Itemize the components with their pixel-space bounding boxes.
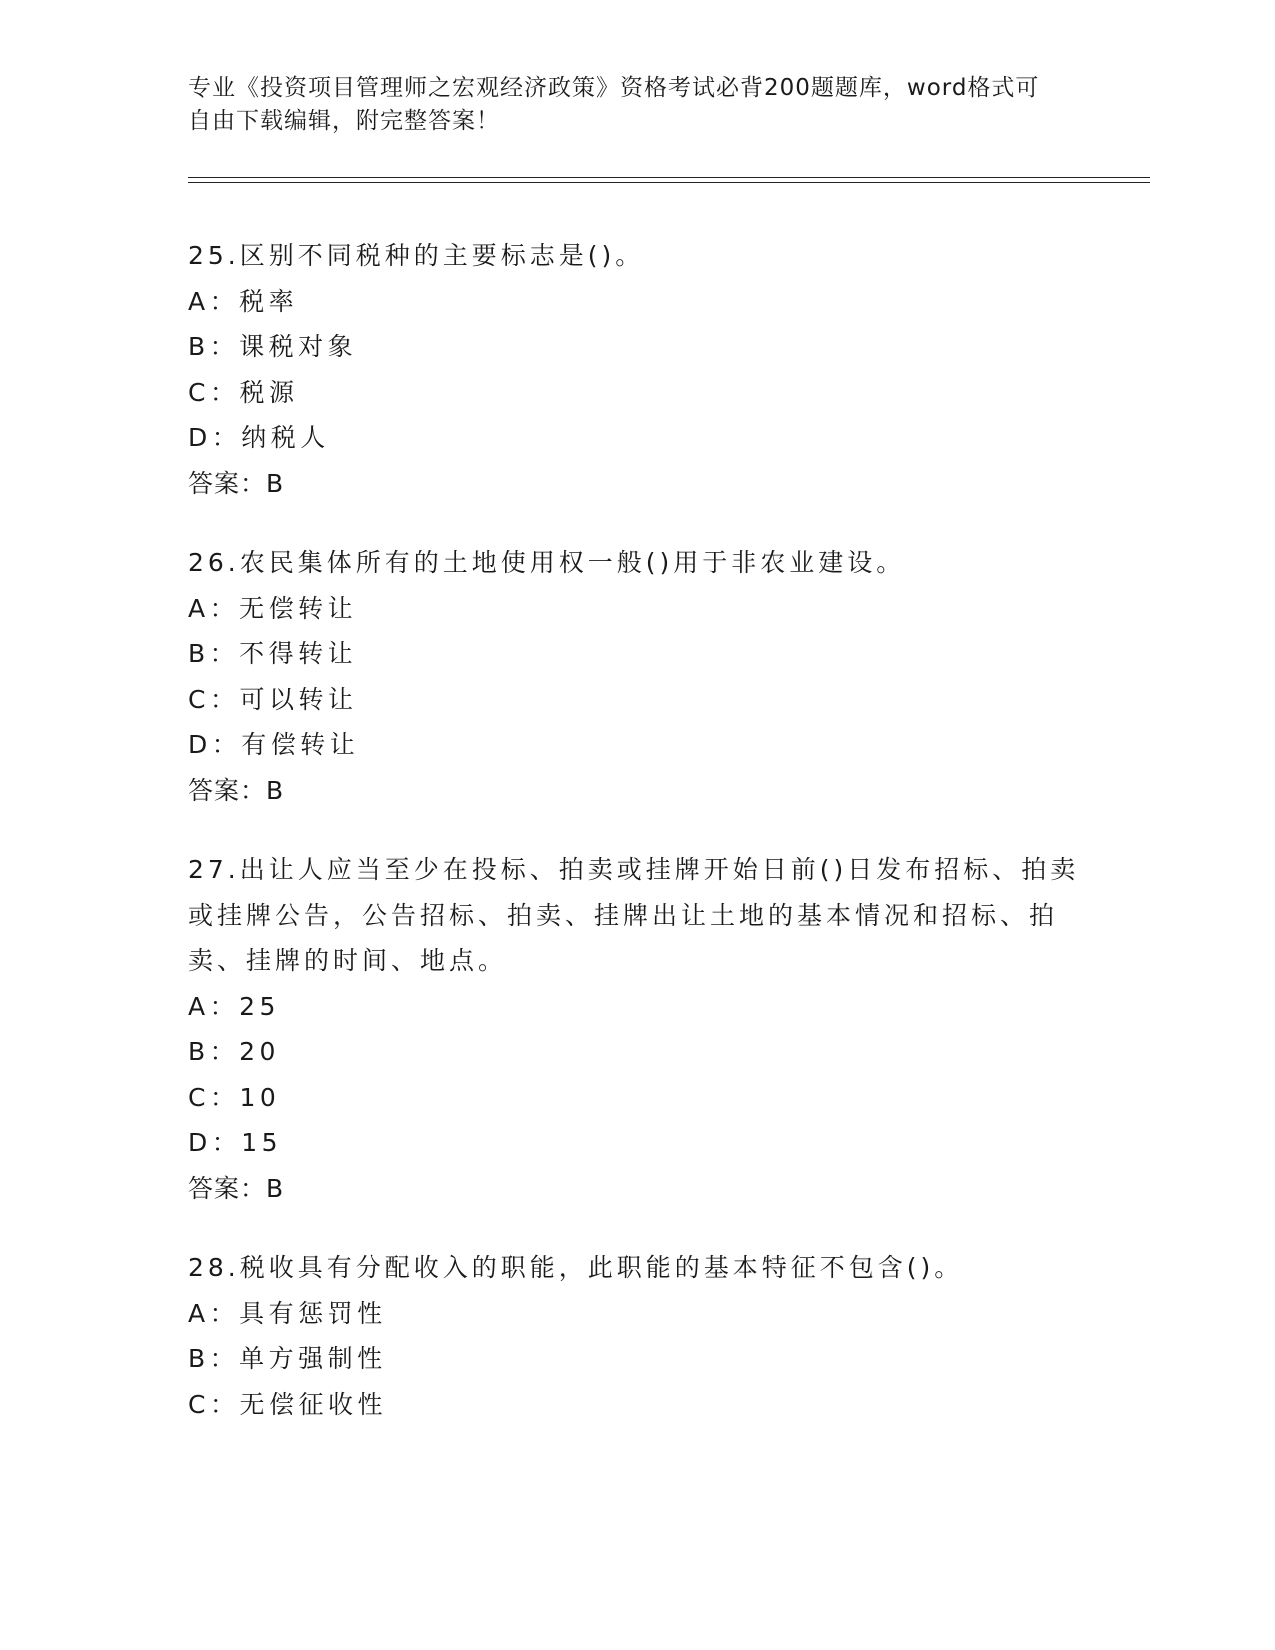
- header-divider-top: [188, 177, 1150, 178]
- answer-line: 答案：B: [188, 1173, 285, 1203]
- option-b: B：课税对象: [188, 332, 358, 361]
- document-header: [188, 72, 1088, 138]
- question-stem-line-1: 27.出让人应当至少在投标、拍卖或挂牌开始日前()日发布招标、拍卖: [188, 855, 1080, 884]
- question-list: [188, 233, 1088, 1461]
- header-line-1: 专业《投资项目管理师之宏观经济政策》资格考试必背200题题库，word格式可: [188, 75, 1040, 101]
- option-b: B：单方强制性: [188, 1344, 387, 1373]
- option-b: B：不得转让: [188, 639, 358, 668]
- header-line-2: 自由下载编辑，附完整答案！: [188, 108, 500, 134]
- option-c: C：税源: [188, 377, 299, 407]
- question-25: [188, 233, 1088, 506]
- answer-line: 答案：B: [188, 468, 285, 498]
- question-28: [188, 1245, 1088, 1427]
- option-d: D：纳税人: [188, 423, 330, 452]
- question-stem: 25.区别不同税种的主要标志是()。: [188, 241, 645, 270]
- option-c: C：10: [188, 1082, 281, 1112]
- header-divider-bottom: [188, 182, 1150, 183]
- option-a: A：具有惩罚性: [188, 1298, 387, 1328]
- option-c: C：无偿征收性: [188, 1389, 387, 1419]
- question-26: [188, 540, 1088, 813]
- option-b: B：20: [188, 1037, 280, 1066]
- question-stem: 26.农民集体所有的土地使用权一般()用于非农业建设。: [188, 548, 906, 577]
- question-stem-line-2: 或挂牌公告，公告招标、拍卖、挂牌出让土地的基本情况和招标、拍: [188, 900, 1059, 930]
- question-stem: 28.税收具有分配收入的职能，此职能的基本特征不包含()。: [188, 1253, 964, 1282]
- option-d: D：有偿转让: [188, 730, 360, 759]
- question-stem-line-3: 卖、挂牌的时间、地点。: [188, 946, 508, 975]
- option-d: D：15: [188, 1128, 283, 1157]
- option-a: A：25: [188, 991, 280, 1021]
- option-a: A：无偿转让: [188, 593, 358, 623]
- question-27: [188, 847, 1088, 1211]
- option-a: A：税率: [188, 286, 299, 316]
- option-c: C：可以转让: [188, 684, 358, 714]
- answer-line: 答案：B: [188, 775, 285, 805]
